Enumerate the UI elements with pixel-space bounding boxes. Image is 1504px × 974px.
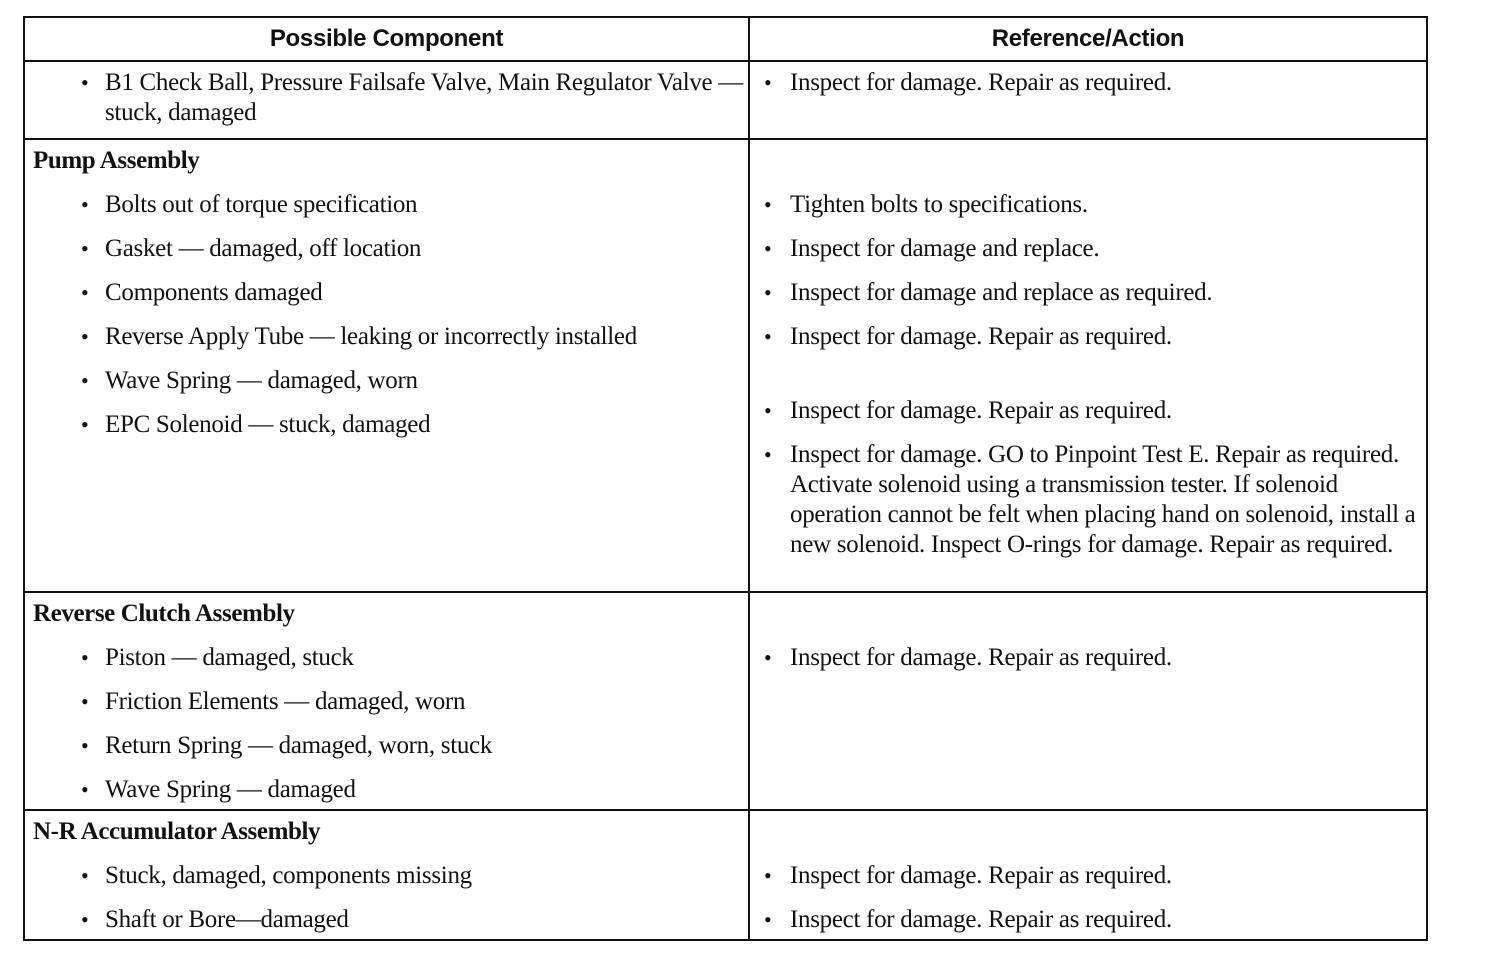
- bullet-icon: •: [81, 863, 89, 888]
- list-item: • Inspect for damage. Repair as required.: [764, 644, 1172, 671]
- bullet-icon: •: [764, 398, 772, 423]
- bullet-icon: •: [81, 236, 89, 261]
- bullet-icon: •: [764, 192, 772, 217]
- action-cell: [749, 592, 1427, 810]
- bullet-icon: •: [81, 777, 89, 802]
- group-title: Pump Assembly: [33, 147, 200, 174]
- component-list: [33, 190, 748, 440]
- list-item: • Bolts out of torque specification: [81, 191, 418, 218]
- table-header-row: [24, 17, 1427, 61]
- bullet-icon: •: [81, 733, 89, 758]
- bullet-icon: •: [764, 236, 772, 261]
- list-item: • Tighten bolts to specifications.: [764, 191, 1088, 218]
- list-item: • Inspect for damage. Repair as required.: [764, 69, 1172, 96]
- component-cell: [24, 810, 749, 940]
- list-item: • Return Spring — damaged, worn, stuck: [81, 732, 493, 759]
- list-item: • Reverse Apply Tube — leaking or incorrectly installed: [81, 323, 637, 350]
- action-cell: [749, 810, 1427, 940]
- bullet-icon: •: [81, 907, 89, 932]
- list-item: • Wave Spring — damaged: [81, 776, 356, 803]
- table-row: [24, 810, 1427, 940]
- list-item: • Inspect for damage. Repair as required.: [764, 862, 1172, 889]
- bullet-icon: •: [764, 442, 772, 467]
- bullet-icon: •: [81, 324, 89, 349]
- component-action-table: [23, 16, 1428, 941]
- bullet-icon: •: [764, 324, 772, 349]
- action-list: [764, 861, 1426, 935]
- list-item: • Wave Spring — damaged, worn: [81, 367, 418, 394]
- action-list: [764, 68, 1426, 98]
- list-item: • Inspect for damage and replace.: [764, 235, 1100, 262]
- column-header-action: Reference/Action: [749, 17, 1427, 61]
- group-title: Reverse Clutch Assembly: [33, 600, 295, 627]
- bullet-icon: •: [764, 70, 772, 95]
- component-cell: [24, 592, 749, 810]
- list-item: • Inspect for damage. GO to Pinpoint Test E. Repair as required. Activate solenoid using a transmission tester. If solenoid operation cannot be felt when placing hand on solenoid, install a new solenoid. Inspect O-rings for damage. Repair as required.: [764, 441, 1416, 558]
- list-item: • Piston — damaged, stuck: [81, 644, 354, 671]
- group-title-spacer: [764, 817, 1426, 847]
- table-row: [24, 139, 1427, 592]
- component-cell: [24, 61, 749, 139]
- list-item: • Inspect for damage. Repair as required.: [764, 397, 1172, 424]
- bullet-icon: •: [81, 645, 89, 670]
- bullet-icon: •: [81, 280, 89, 305]
- bullet-icon: •: [81, 412, 89, 437]
- list-item: • Inspect for damage. Repair as required.: [764, 323, 1172, 350]
- action-cell: [749, 139, 1427, 592]
- action-list: [764, 643, 1426, 673]
- group-title: N-R Accumulator Assembly: [33, 818, 321, 845]
- list-item: • Gasket — damaged, off location: [81, 235, 422, 262]
- bullet-icon: •: [81, 689, 89, 714]
- component-cell: [24, 139, 749, 592]
- bullet-icon: •: [764, 907, 772, 932]
- bullet-icon: •: [764, 863, 772, 888]
- list-item: • Friction Elements — damaged, worn: [81, 688, 466, 715]
- component-list: [33, 68, 748, 128]
- list-item: • EPC Solenoid — stuck, damaged: [81, 411, 431, 438]
- group-title-spacer: [764, 146, 1426, 176]
- bullet-icon: •: [81, 192, 89, 217]
- table-row: [24, 61, 1427, 139]
- bullet-icon: •: [81, 70, 89, 95]
- list-item: • Shaft or Bore—damaged: [81, 906, 349, 933]
- list-item: • Inspect for damage. Repair as required.: [764, 906, 1172, 933]
- bullet-icon: •: [764, 645, 772, 670]
- column-header-component: Possible Component: [24, 17, 749, 61]
- list-item: • Stuck, damaged, components missing: [81, 862, 472, 889]
- table-row: [24, 592, 1427, 810]
- group-title-spacer: [764, 599, 1426, 629]
- action-cell: [749, 61, 1427, 139]
- bullet-icon: •: [764, 280, 772, 305]
- component-list: [33, 861, 748, 935]
- list-item: • B1 Check Ball, Pressure Failsafe Valve, Main Regulator Valve — stuck, damaged: [81, 69, 743, 126]
- list-item: • Inspect for damage and replace as required.: [764, 279, 1213, 306]
- component-list: [33, 643, 748, 805]
- bullet-icon: •: [81, 368, 89, 393]
- list-item: • Components damaged: [81, 279, 323, 306]
- action-list: [764, 190, 1426, 560]
